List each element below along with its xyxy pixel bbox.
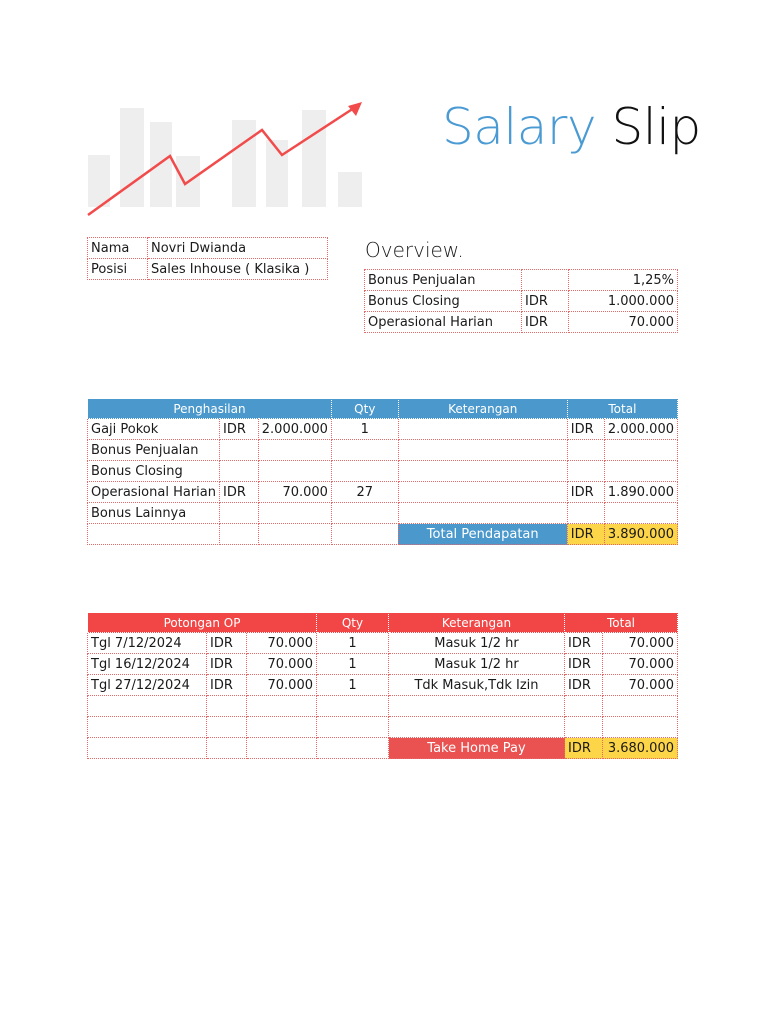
earning-amount bbox=[258, 461, 331, 482]
position-label: Posisi bbox=[88, 259, 148, 280]
overview-currency: IDR bbox=[522, 291, 569, 312]
total-income-label: Total Pendapatan bbox=[398, 524, 567, 545]
name-label: Nama bbox=[88, 238, 148, 259]
overview-label: Bonus Penjualan bbox=[365, 270, 522, 291]
overview-title: Overview. bbox=[365, 238, 464, 262]
earning-qty: 1 bbox=[331, 419, 398, 440]
table-row bbox=[88, 717, 678, 738]
earning-qty bbox=[331, 461, 398, 482]
deduction-total: 70.000 bbox=[603, 675, 678, 696]
page-title bbox=[442, 100, 701, 155]
earning-qty bbox=[331, 440, 398, 461]
earning-total bbox=[604, 503, 677, 524]
earning-total-currency bbox=[567, 503, 604, 524]
deduction-total: 70.000 bbox=[603, 633, 678, 654]
take-home-pay-currency: IDR bbox=[565, 738, 603, 759]
earnings-table bbox=[87, 398, 678, 545]
earnings-summary-row bbox=[88, 524, 678, 545]
deduction-total-currency: IDR bbox=[565, 633, 603, 654]
deduction-item: Tgl 7/12/2024 bbox=[88, 633, 207, 654]
deductions-header-total: Total bbox=[565, 613, 678, 633]
earnings-header-item: Penghasilan bbox=[88, 399, 332, 419]
earning-amount bbox=[258, 440, 331, 461]
earning-amount: 2.000.000 bbox=[258, 419, 331, 440]
total-income-currency: IDR bbox=[567, 524, 604, 545]
earning-item: Bonus Lainnya bbox=[88, 503, 220, 524]
earning-total-currency bbox=[567, 440, 604, 461]
overview-table bbox=[364, 269, 678, 333]
deduction-note bbox=[389, 717, 565, 738]
deduction-total-currency: IDR bbox=[565, 654, 603, 675]
earning-note bbox=[398, 503, 567, 524]
earning-qty bbox=[331, 503, 398, 524]
deduction-amount: 70.000 bbox=[247, 675, 317, 696]
earnings-header-row bbox=[88, 399, 678, 419]
deduction-note bbox=[389, 696, 565, 717]
table-row bbox=[88, 503, 678, 524]
overview-label: Operasional Harian bbox=[365, 312, 522, 333]
title-part2: Slip bbox=[611, 98, 701, 156]
earning-total-currency: IDR bbox=[567, 482, 604, 503]
deductions-header-note: Keterangan bbox=[389, 613, 565, 633]
table-row bbox=[88, 654, 678, 675]
deduction-item: Tgl 27/12/2024 bbox=[88, 675, 207, 696]
earning-currency bbox=[220, 503, 259, 524]
overview-value: 1,25% bbox=[569, 270, 678, 291]
deduction-qty: 1 bbox=[317, 654, 389, 675]
overview-currency bbox=[522, 270, 569, 291]
deduction-currency: IDR bbox=[207, 654, 247, 675]
earning-total: 2.000.000 bbox=[604, 419, 677, 440]
deductions-header-qty: Qty bbox=[317, 613, 389, 633]
deduction-total bbox=[603, 717, 678, 738]
deduction-amount: 70.000 bbox=[247, 633, 317, 654]
earning-total-currency bbox=[567, 461, 604, 482]
earning-amount bbox=[258, 503, 331, 524]
table-row bbox=[88, 461, 678, 482]
overview-row bbox=[365, 270, 678, 291]
deduction-qty bbox=[317, 717, 389, 738]
deductions-header-item: Potongan OP bbox=[88, 613, 317, 633]
earnings-header-total: Total bbox=[567, 399, 677, 419]
employee-info-table bbox=[87, 237, 328, 280]
table-row bbox=[88, 633, 678, 654]
deductions-table bbox=[87, 612, 678, 759]
earning-currency: IDR bbox=[220, 419, 259, 440]
earning-item: Bonus Closing bbox=[88, 461, 220, 482]
earning-total: 1.890.000 bbox=[604, 482, 677, 503]
overview-value: 70.000 bbox=[569, 312, 678, 333]
deduction-total-currency bbox=[565, 717, 603, 738]
overview-value: 1.000.000 bbox=[569, 291, 678, 312]
employee-position-row bbox=[88, 259, 328, 280]
deductions-summary-row bbox=[88, 738, 678, 759]
deduction-amount bbox=[247, 717, 317, 738]
deduction-item: Tgl 16/12/2024 bbox=[88, 654, 207, 675]
earning-total bbox=[604, 440, 677, 461]
deduction-qty: 1 bbox=[317, 633, 389, 654]
deduction-total bbox=[603, 696, 678, 717]
deduction-amount bbox=[247, 696, 317, 717]
earning-item: Bonus Penjualan bbox=[88, 440, 220, 461]
overview-row bbox=[365, 291, 678, 312]
deduction-currency: IDR bbox=[207, 633, 247, 654]
deduction-note: Masuk 1/2 hr bbox=[389, 633, 565, 654]
take-home-pay-label: Take Home Pay bbox=[389, 738, 565, 759]
earning-note bbox=[398, 461, 567, 482]
earning-currency: IDR bbox=[220, 482, 259, 503]
table-row bbox=[88, 675, 678, 696]
overview-label: Bonus Closing bbox=[365, 291, 522, 312]
table-row bbox=[88, 440, 678, 461]
deduction-amount: 70.000 bbox=[247, 654, 317, 675]
deduction-item bbox=[88, 717, 207, 738]
earning-currency bbox=[220, 440, 259, 461]
earning-total-currency: IDR bbox=[567, 419, 604, 440]
earning-note bbox=[398, 440, 567, 461]
deduction-item bbox=[88, 696, 207, 717]
deduction-currency bbox=[207, 696, 247, 717]
deduction-note: Masuk 1/2 hr bbox=[389, 654, 565, 675]
name-value: Novri Dwianda bbox=[148, 238, 328, 259]
deduction-currency bbox=[207, 717, 247, 738]
earning-amount: 70.000 bbox=[258, 482, 331, 503]
position-value: Sales Inhouse ( Klasika ) bbox=[148, 259, 328, 280]
earning-item: Gaji Pokok bbox=[88, 419, 220, 440]
deduction-qty bbox=[317, 696, 389, 717]
take-home-pay-value: 3.680.000 bbox=[603, 738, 678, 759]
deduction-total: 70.000 bbox=[603, 654, 678, 675]
earnings-header-qty: Qty bbox=[331, 399, 398, 419]
deduction-total-currency bbox=[565, 696, 603, 717]
deduction-qty: 1 bbox=[317, 675, 389, 696]
employee-name-row bbox=[88, 238, 328, 259]
deduction-currency: IDR bbox=[207, 675, 247, 696]
earning-total bbox=[604, 461, 677, 482]
deduction-total-currency: IDR bbox=[565, 675, 603, 696]
earning-note bbox=[398, 482, 567, 503]
overview-currency: IDR bbox=[522, 312, 569, 333]
earning-qty: 27 bbox=[331, 482, 398, 503]
total-income-value: 3.890.000 bbox=[604, 524, 677, 545]
table-row bbox=[88, 482, 678, 503]
deductions-header-row bbox=[88, 613, 678, 633]
earning-note bbox=[398, 419, 567, 440]
title-part1: Salary bbox=[442, 98, 597, 156]
overview-row bbox=[365, 312, 678, 333]
earning-currency bbox=[220, 461, 259, 482]
earning-item: Operasional Harian bbox=[88, 482, 220, 503]
earnings-header-note: Keterangan bbox=[398, 399, 567, 419]
logo-arrow-head bbox=[348, 102, 362, 116]
table-row bbox=[88, 419, 678, 440]
rising-chart-arrow-icon bbox=[86, 100, 366, 220]
deduction-note: Tdk Masuk,Tdk Izin bbox=[389, 675, 565, 696]
table-row bbox=[88, 696, 678, 717]
logo-bars bbox=[88, 108, 362, 207]
